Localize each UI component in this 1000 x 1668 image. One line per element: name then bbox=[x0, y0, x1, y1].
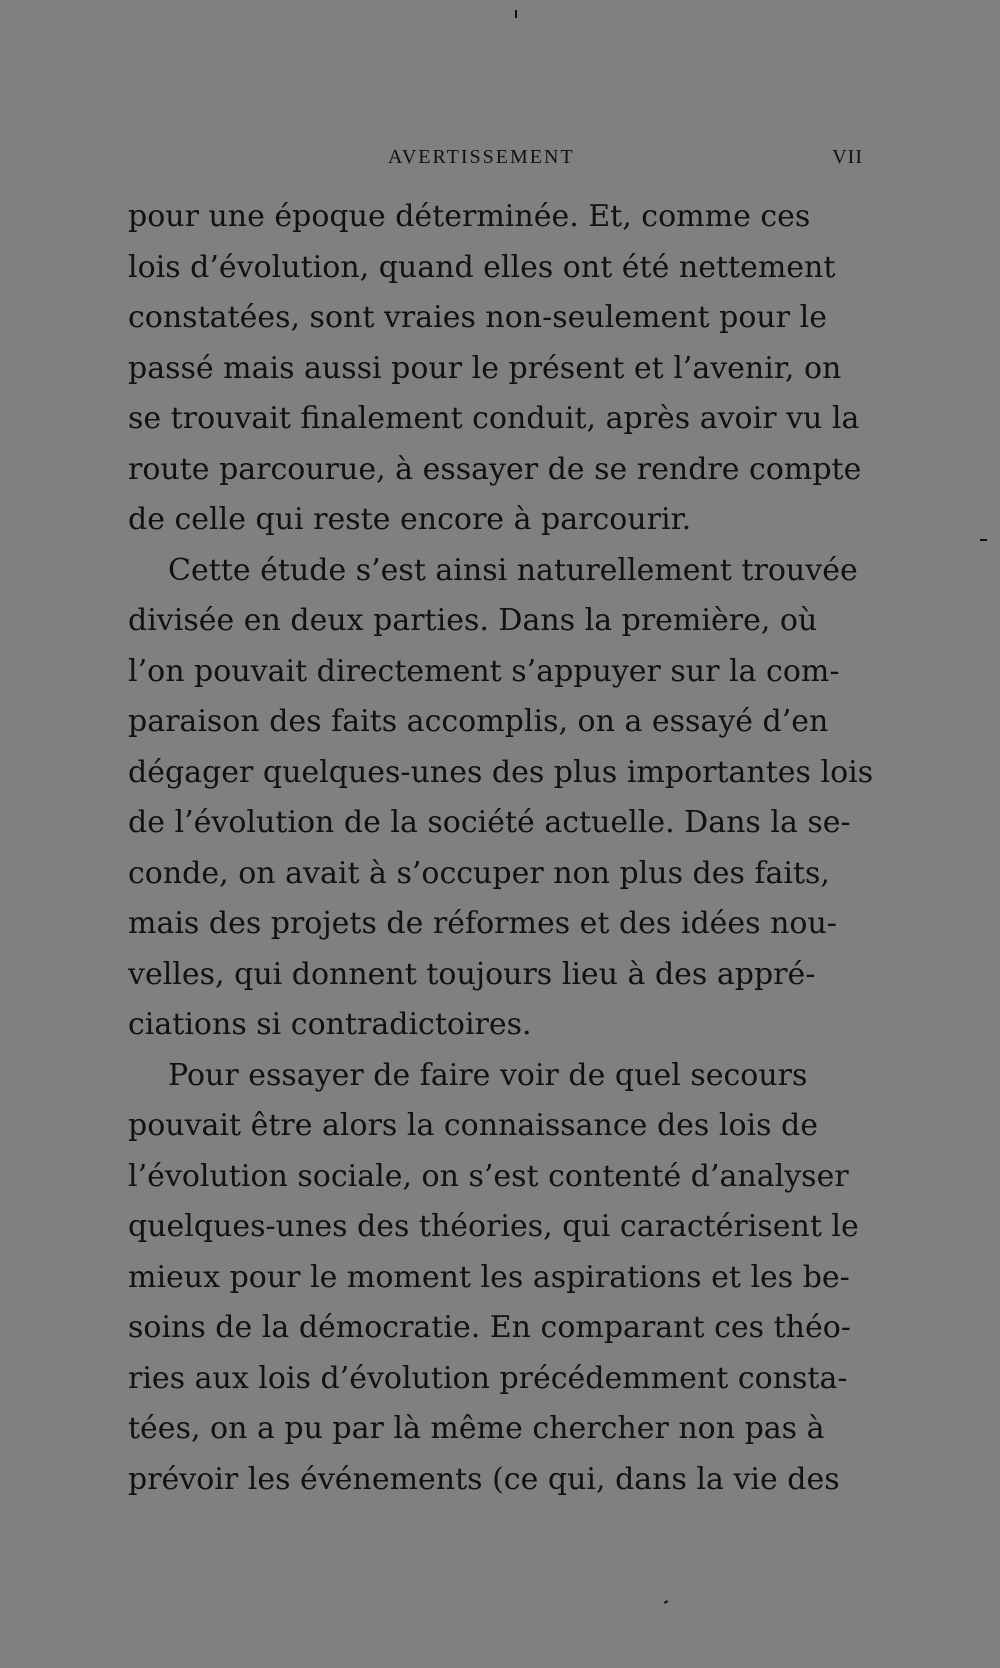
text-line: mais des projets de réformes et des idées nou- bbox=[128, 906, 837, 941]
text-line: pouvait être alors la connaissance des lois de bbox=[128, 1108, 818, 1143]
text-line: quelques-unes des théories, qui caractérisent le bbox=[128, 1209, 859, 1244]
text-line: pour une époque déterminée. Et, comme ces bbox=[128, 199, 811, 234]
text-line: ries aux lois d’évolution précédemment consta- bbox=[128, 1360, 848, 1396]
running-head: AVERTISSEMENT bbox=[388, 146, 575, 168]
text-line: conde, on avait à s’occuper non plus des faits, bbox=[128, 855, 830, 891]
text-line: l’on pouvait directement s’appuyer sur la com- bbox=[128, 653, 840, 689]
page-number: VII bbox=[832, 146, 863, 168]
text-line: ciations si contradictoires. bbox=[128, 1007, 532, 1042]
text-line: mieux pour le moment les aspirations et les be- bbox=[128, 1259, 850, 1295]
text-line: passé mais aussi pour le présent et l’avenir, on bbox=[128, 350, 842, 386]
text-line: se trouvait finalement conduit, après avoir vu la bbox=[128, 401, 860, 436]
side-print-mark bbox=[980, 539, 987, 541]
text-line: tées, on a pu par là même chercher non pas à bbox=[128, 1411, 825, 1446]
paragraph-start-line: Pour essayer de faire voir de quel secours bbox=[168, 1057, 808, 1093]
page-header bbox=[128, 146, 863, 176]
text-line: l’évolution sociale, on s’est contenté d’analyser bbox=[128, 1158, 849, 1194]
text-line: de celle qui reste encore à parcourir. bbox=[128, 502, 692, 537]
text-line: prévoir les événements (ce qui, dans la vie des bbox=[128, 1461, 840, 1497]
text-line: soins de la démocratie. En comparant ces théo- bbox=[128, 1310, 851, 1345]
text-line: velles, qui donnent toujours lieu à des appré- bbox=[128, 956, 816, 992]
top-print-mark bbox=[515, 10, 517, 18]
text-line: divisée en deux parties. Dans la première, où bbox=[128, 603, 818, 638]
text-line: lois d’évolution, quand elles ont été nettement bbox=[128, 249, 836, 285]
paragraph-start-line: Cette étude s’est ainsi naturellement trouvée bbox=[168, 552, 858, 588]
bottom-print-mark bbox=[664, 1600, 668, 1604]
text-line: de l’évolution de la société actuelle. Dans la se- bbox=[128, 805, 851, 840]
text-line: constatées, sont vraies non-seulement pour le bbox=[128, 300, 827, 335]
text-line: route parcourue, à essayer de se rendre compte bbox=[128, 451, 862, 487]
text-line: paraison des faits accomplis, on a essayé d’en bbox=[128, 704, 829, 739]
text-line: dégager quelques-unes des plus importantes lois bbox=[128, 754, 874, 790]
body-text bbox=[128, 192, 874, 1505]
